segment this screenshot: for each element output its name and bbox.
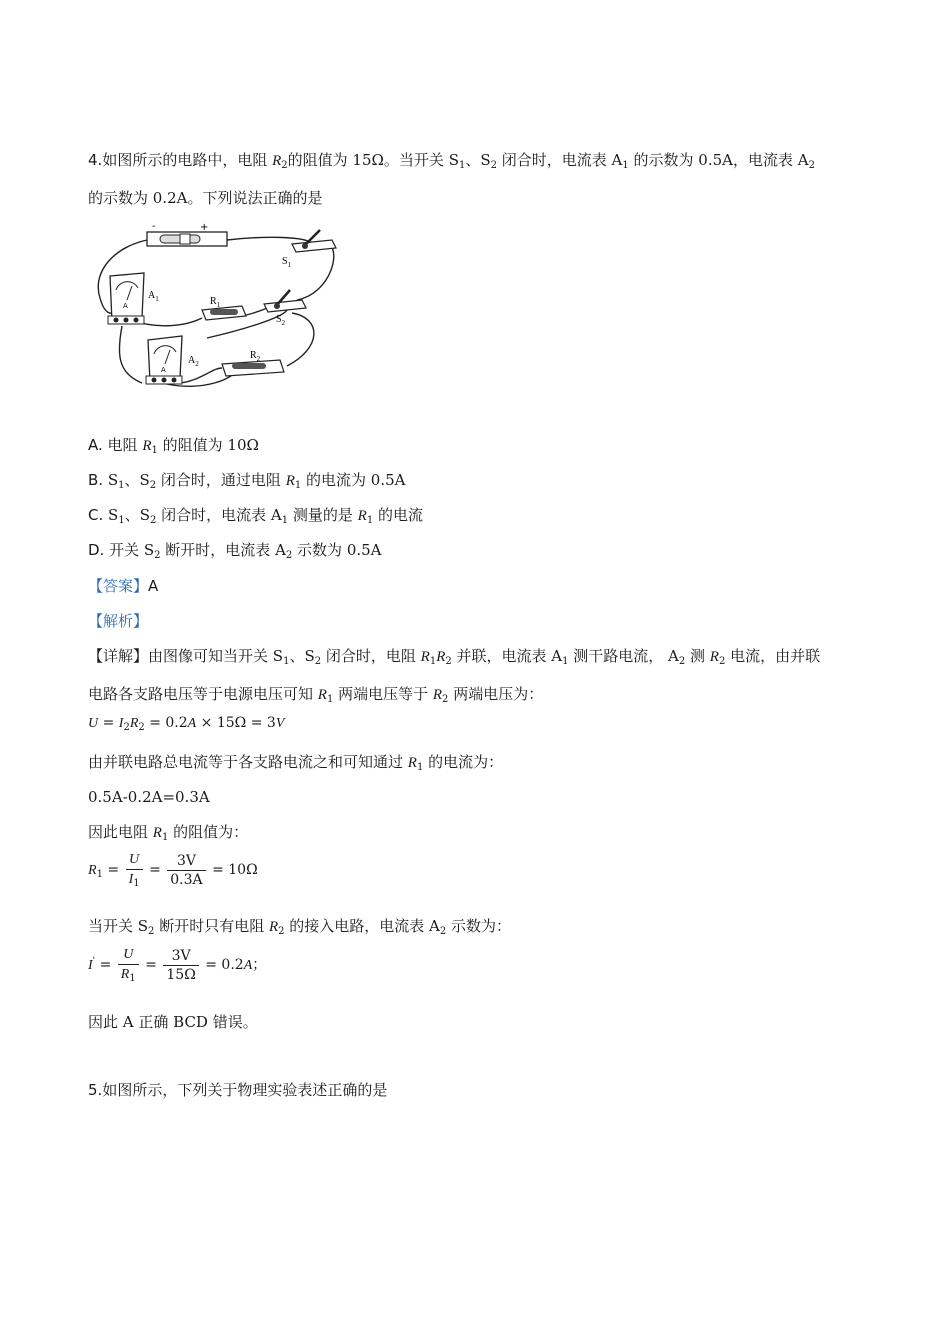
r1-label: $R_1$ xyxy=(210,296,221,309)
svg-text:A: A xyxy=(123,302,128,310)
circuit-figure xyxy=(92,218,342,398)
q4-stem-line2: 的示数为 0.2A。下列说法正确的是 xyxy=(88,189,323,207)
detail-tag: 【详解】 xyxy=(88,647,149,665)
detail-line1: 【详解】由图像可知当开关 $S_1$、$S_2$ 闭合时，电阻 $R_1R_2$ 并联，电流表 $A_1$ 测干路电流， $A_2$ 测 $R_2$ 电流，由并联 xyxy=(88,647,821,667)
detail-line5: 当开关 $S_2$ 断开时只有电阻 $R_2$ 的接入电路，电流表 $A_2$ 示数为： xyxy=(88,917,512,937)
s1-label: $S_1$ xyxy=(282,256,292,269)
analysis-tag: 【解析】 xyxy=(88,612,149,630)
equation-current: I' = $\frac{U}{R_1}$ = $\frac{3V}{15\Omega}$ = 0.2A； xyxy=(88,947,267,984)
equation-voltage: $U = I_2R_2 = 0.2A \times 15\Omega = 3V$ xyxy=(88,715,285,733)
resistor-r2 xyxy=(222,350,284,376)
q5-number: 5. xyxy=(88,1081,103,1099)
option-b: B. $S_1$、$S_2$ 闭合时，通过电阻 $R_1$ 的电流为 0.5A xyxy=(88,471,406,491)
q4-number: 4. xyxy=(88,151,103,169)
ammeter-a1 xyxy=(108,273,159,324)
switch-s2 xyxy=(264,290,306,327)
detail-line4: 因此电阻 $R_1$ 的阻值为： xyxy=(88,823,249,843)
detail-line2: 电路各支路电压等于电源电压可知 $R_1$ 两端电压等于 $R_2$ 两端电压为： xyxy=(88,685,544,705)
q4-stem-line1: 4.如图所示的电路中，电阻 $R_2$的阻值为 15Ω。当开关 $S_1$、$S_2$ 闭合时，电流表 $A_1$ 的示数为 0.5A，电流表 $A_2$ xyxy=(88,151,815,171)
r2-label: $R_2$ xyxy=(250,350,261,363)
a1-label: $A_1$ xyxy=(148,290,159,303)
ammeter-a2 xyxy=(146,336,199,384)
battery-minus-label: - xyxy=(152,221,156,232)
q5-stem: 5.如图所示，下列关于物理实验表述正确的是 xyxy=(88,1081,388,1099)
s2-label: $S_2$ xyxy=(276,314,286,327)
a2-label: $A_2$ xyxy=(188,355,199,368)
current-calc: 0.5A-0.2A=0.3A xyxy=(88,788,210,806)
answer-line xyxy=(88,576,158,596)
detail-line3: 由并联电路总电流等于各支路电流之和可知通过 $R_1$ 的电流为： xyxy=(88,753,504,773)
option-c: C. $S_1$、$S_2$ 闭合时，电流表 $A_1$ 测量的是 $R_1$ 的电流 xyxy=(88,506,423,526)
option-d: D. 开关 $S_2$ 断开时，电流表 $A_2$ 示数为 0.5A xyxy=(88,541,382,561)
answer-tag: 【答案】 xyxy=(88,577,149,595)
svg-text:A: A xyxy=(161,366,166,374)
option-a: A. 电阻 $R_1$ 的阻值为 10Ω xyxy=(88,436,259,456)
switch-s1 xyxy=(282,230,336,269)
battery xyxy=(147,221,227,246)
equation-resistance: $R_1$ = $\frac{U}{I_1}$ = $\frac{3V}{0.3A}$ = 10Ω xyxy=(88,852,258,889)
answer-value: A xyxy=(148,577,159,595)
resistor-r1 xyxy=(202,296,246,320)
battery-plus-label: + xyxy=(200,222,209,233)
conclusion: 因此 A 正确 BCD 错误。 xyxy=(88,1013,258,1031)
